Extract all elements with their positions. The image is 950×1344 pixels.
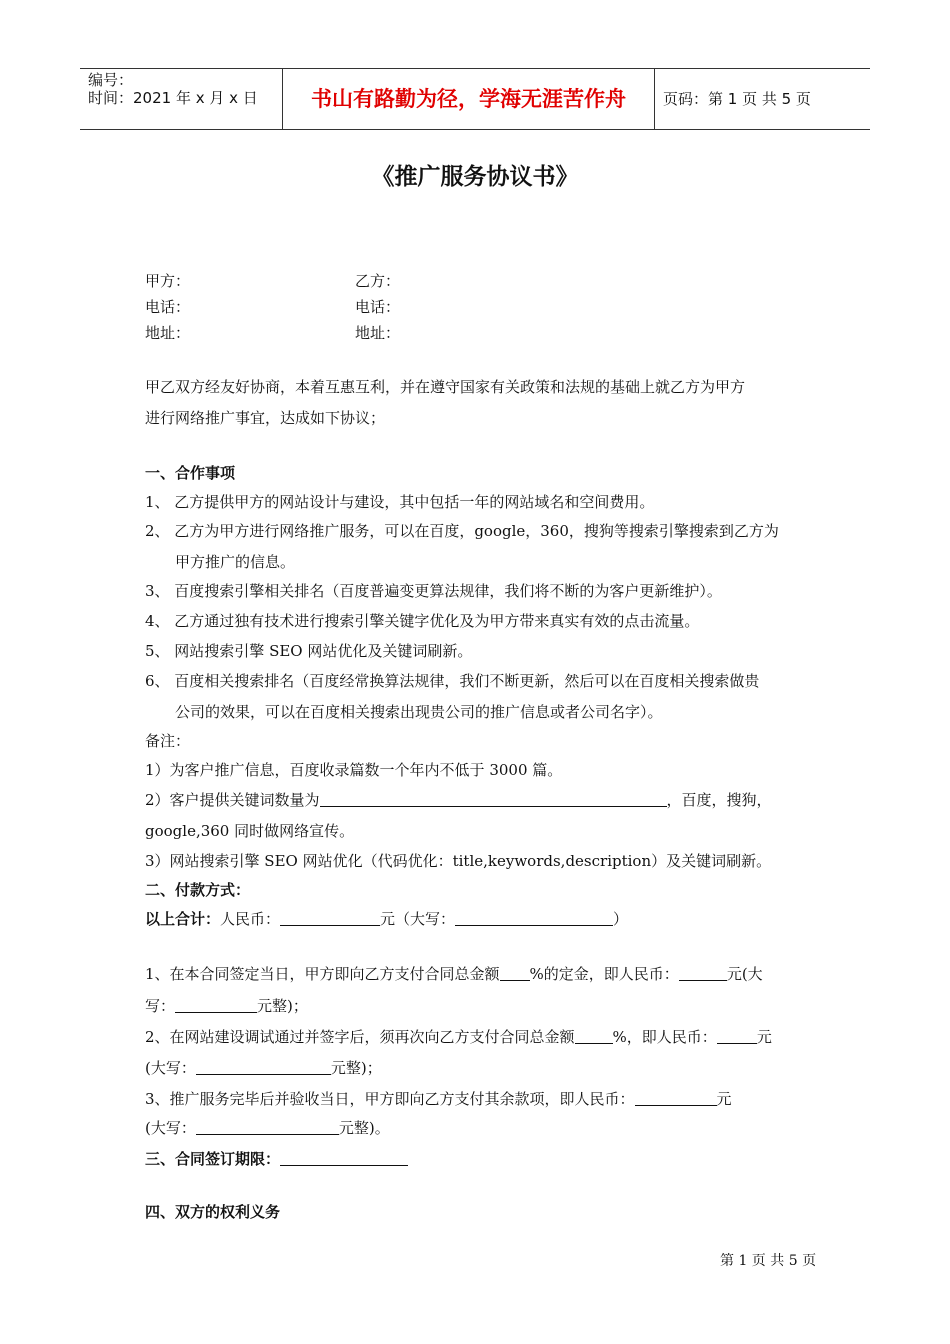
section-3-label: 三、合同签订期限： (145, 1150, 281, 1168)
payment-2-text: 元整)； (330, 1059, 382, 1077)
note-keyword-label: 2）客户提供关键词数量为 (145, 791, 320, 809)
keyword-count-blank (320, 792, 667, 807)
payment-2-text: (大写： (145, 1059, 196, 1077)
section-1-item: 3、 百度搜索引擎相关排名（百度普遍变更算法规律，我们将不断的为客户更新维护）。 (145, 582, 722, 600)
second-amount-blank (717, 1029, 757, 1044)
document-header (80, 68, 870, 130)
section-4-heading: 四、双方的权利义务 (145, 1203, 281, 1221)
deposit-capital-blank (175, 998, 257, 1013)
section-2-heading: 二、付款方式： (145, 881, 251, 899)
header-motto: 书山有路勤为径，学海无涯苦作舟 (282, 69, 655, 129)
section-1-item: 4、 乙方通过独有技术进行搜索引擎关键字优化及为甲方带来真实有效的点击流量。 (145, 612, 700, 630)
section-3-heading (145, 1148, 408, 1169)
contract-term-blank (280, 1151, 408, 1166)
party-a-phone: 电话： (145, 298, 191, 316)
payment-1-text: 写： (145, 997, 176, 1015)
party-a-address: 地址： (145, 324, 191, 342)
header-page-number: 页码：第 1 页 共 5 页 (663, 90, 811, 108)
deposit-percent-blank (500, 966, 530, 981)
section-1-item-cont: 甲方推广的信息。 (175, 553, 296, 571)
section-1-item: 1、 乙方提供甲方的网站设计与建设，其中包括一年的网站域名和空间费用。 (145, 493, 655, 511)
note-line (145, 789, 772, 810)
payment-1-text: %的定金，即人民币： (529, 965, 679, 983)
number-label: 编号： (88, 71, 134, 89)
payment-1-text: 1、在本合同签定当日，甲方即向乙方支付合同总金额 (145, 965, 500, 983)
document-title: 《推广服务协议书》 (371, 164, 579, 190)
header-meta (80, 69, 282, 129)
note-line: 1）为客户推广信息，百度收录篇数一个年内不低于 3000 篇。 (145, 761, 563, 779)
payment-3-cont (145, 1117, 390, 1138)
section-1-item: 2、 乙方为甲方进行网络推广服务，可以在百度，google，360，搜狗等搜索引擎搜索到乙方为 (145, 522, 779, 540)
payment-1-text: 元(大 (726, 965, 763, 983)
final-amount-blank (635, 1091, 717, 1106)
section-1-item-cont: 公司的效果，可以在百度相关搜索出现贵公司的推广信息或者公司名字）。 (175, 703, 663, 721)
section-1-item: 6、 百度相关搜索排名（百度经常换算法规律，我们不断更新，然后可以在百度相关搜索做贵 (145, 672, 760, 690)
payment-1 (145, 963, 763, 984)
payment-3-text: 3、推广服务完毕后并验收当日，甲方即向乙方支付其余款项，即人民币： (145, 1090, 635, 1108)
intro-line-2: 进行网络推广事宜，达成如下协议； (145, 409, 386, 427)
total-label: 以上合计： (145, 910, 221, 928)
payment-3-text: 元整)。 (338, 1119, 390, 1137)
payment-2-text: %，即人民币： (612, 1028, 717, 1046)
intro-line-1: 甲乙双方经友好协商，本着互惠互利，并在遵守国家有关政策和法规的基础上就乙方为甲方 (145, 378, 746, 396)
party-a-name: 甲方： (145, 272, 191, 290)
total-rmb-label: 人民币： (220, 910, 281, 928)
payment-1-text: 元整)； (257, 997, 308, 1015)
payment-1-cont (145, 995, 308, 1016)
party-b-phone: 电话： (355, 298, 401, 316)
section-1-item: 5、 网站搜索引擎 SEO 网站优化及关键词刷新。 (145, 642, 473, 660)
note-line: google,360 同时做网络宣传。 (145, 822, 355, 840)
payment-3-text: 元 (716, 1090, 732, 1108)
final-capital-blank (196, 1120, 339, 1135)
payment-2-cont (145, 1057, 382, 1078)
page-footer: 第 1 页 共 5 页 (720, 1253, 817, 1269)
deposit-amount-blank (679, 966, 727, 981)
note-line: 3）网站搜索引擎 SEO 网站优化（代码优化：title,keywords,description）及关键词刷新。 (145, 852, 772, 870)
total-capital-label: 元（大写： (380, 910, 456, 928)
note-keyword-tail: ，百度，搜狗， (666, 791, 772, 809)
total-line (145, 908, 628, 929)
party-b-address: 地址： (355, 324, 401, 342)
payment-3-text: (大写： (145, 1119, 196, 1137)
second-capital-blank (196, 1060, 331, 1075)
total-close: ） (613, 910, 629, 928)
total-amount-blank (280, 911, 380, 926)
payment-3 (145, 1088, 732, 1109)
payment-2 (145, 1026, 772, 1047)
second-percent-blank (575, 1029, 613, 1044)
section-1-heading: 一、合作事项 (145, 464, 236, 482)
note-label: 备注： (145, 732, 191, 750)
payment-2-text: 2、在网站建设调试通过并签字后，须再次向乙方支付合同总金额 (145, 1028, 575, 1046)
party-b-name: 乙方： (355, 272, 401, 290)
total-capital-blank (455, 911, 613, 926)
payment-2-text: 元 (756, 1028, 772, 1046)
time-label: 时间：2021 年 x 月 x 日 (88, 89, 258, 107)
